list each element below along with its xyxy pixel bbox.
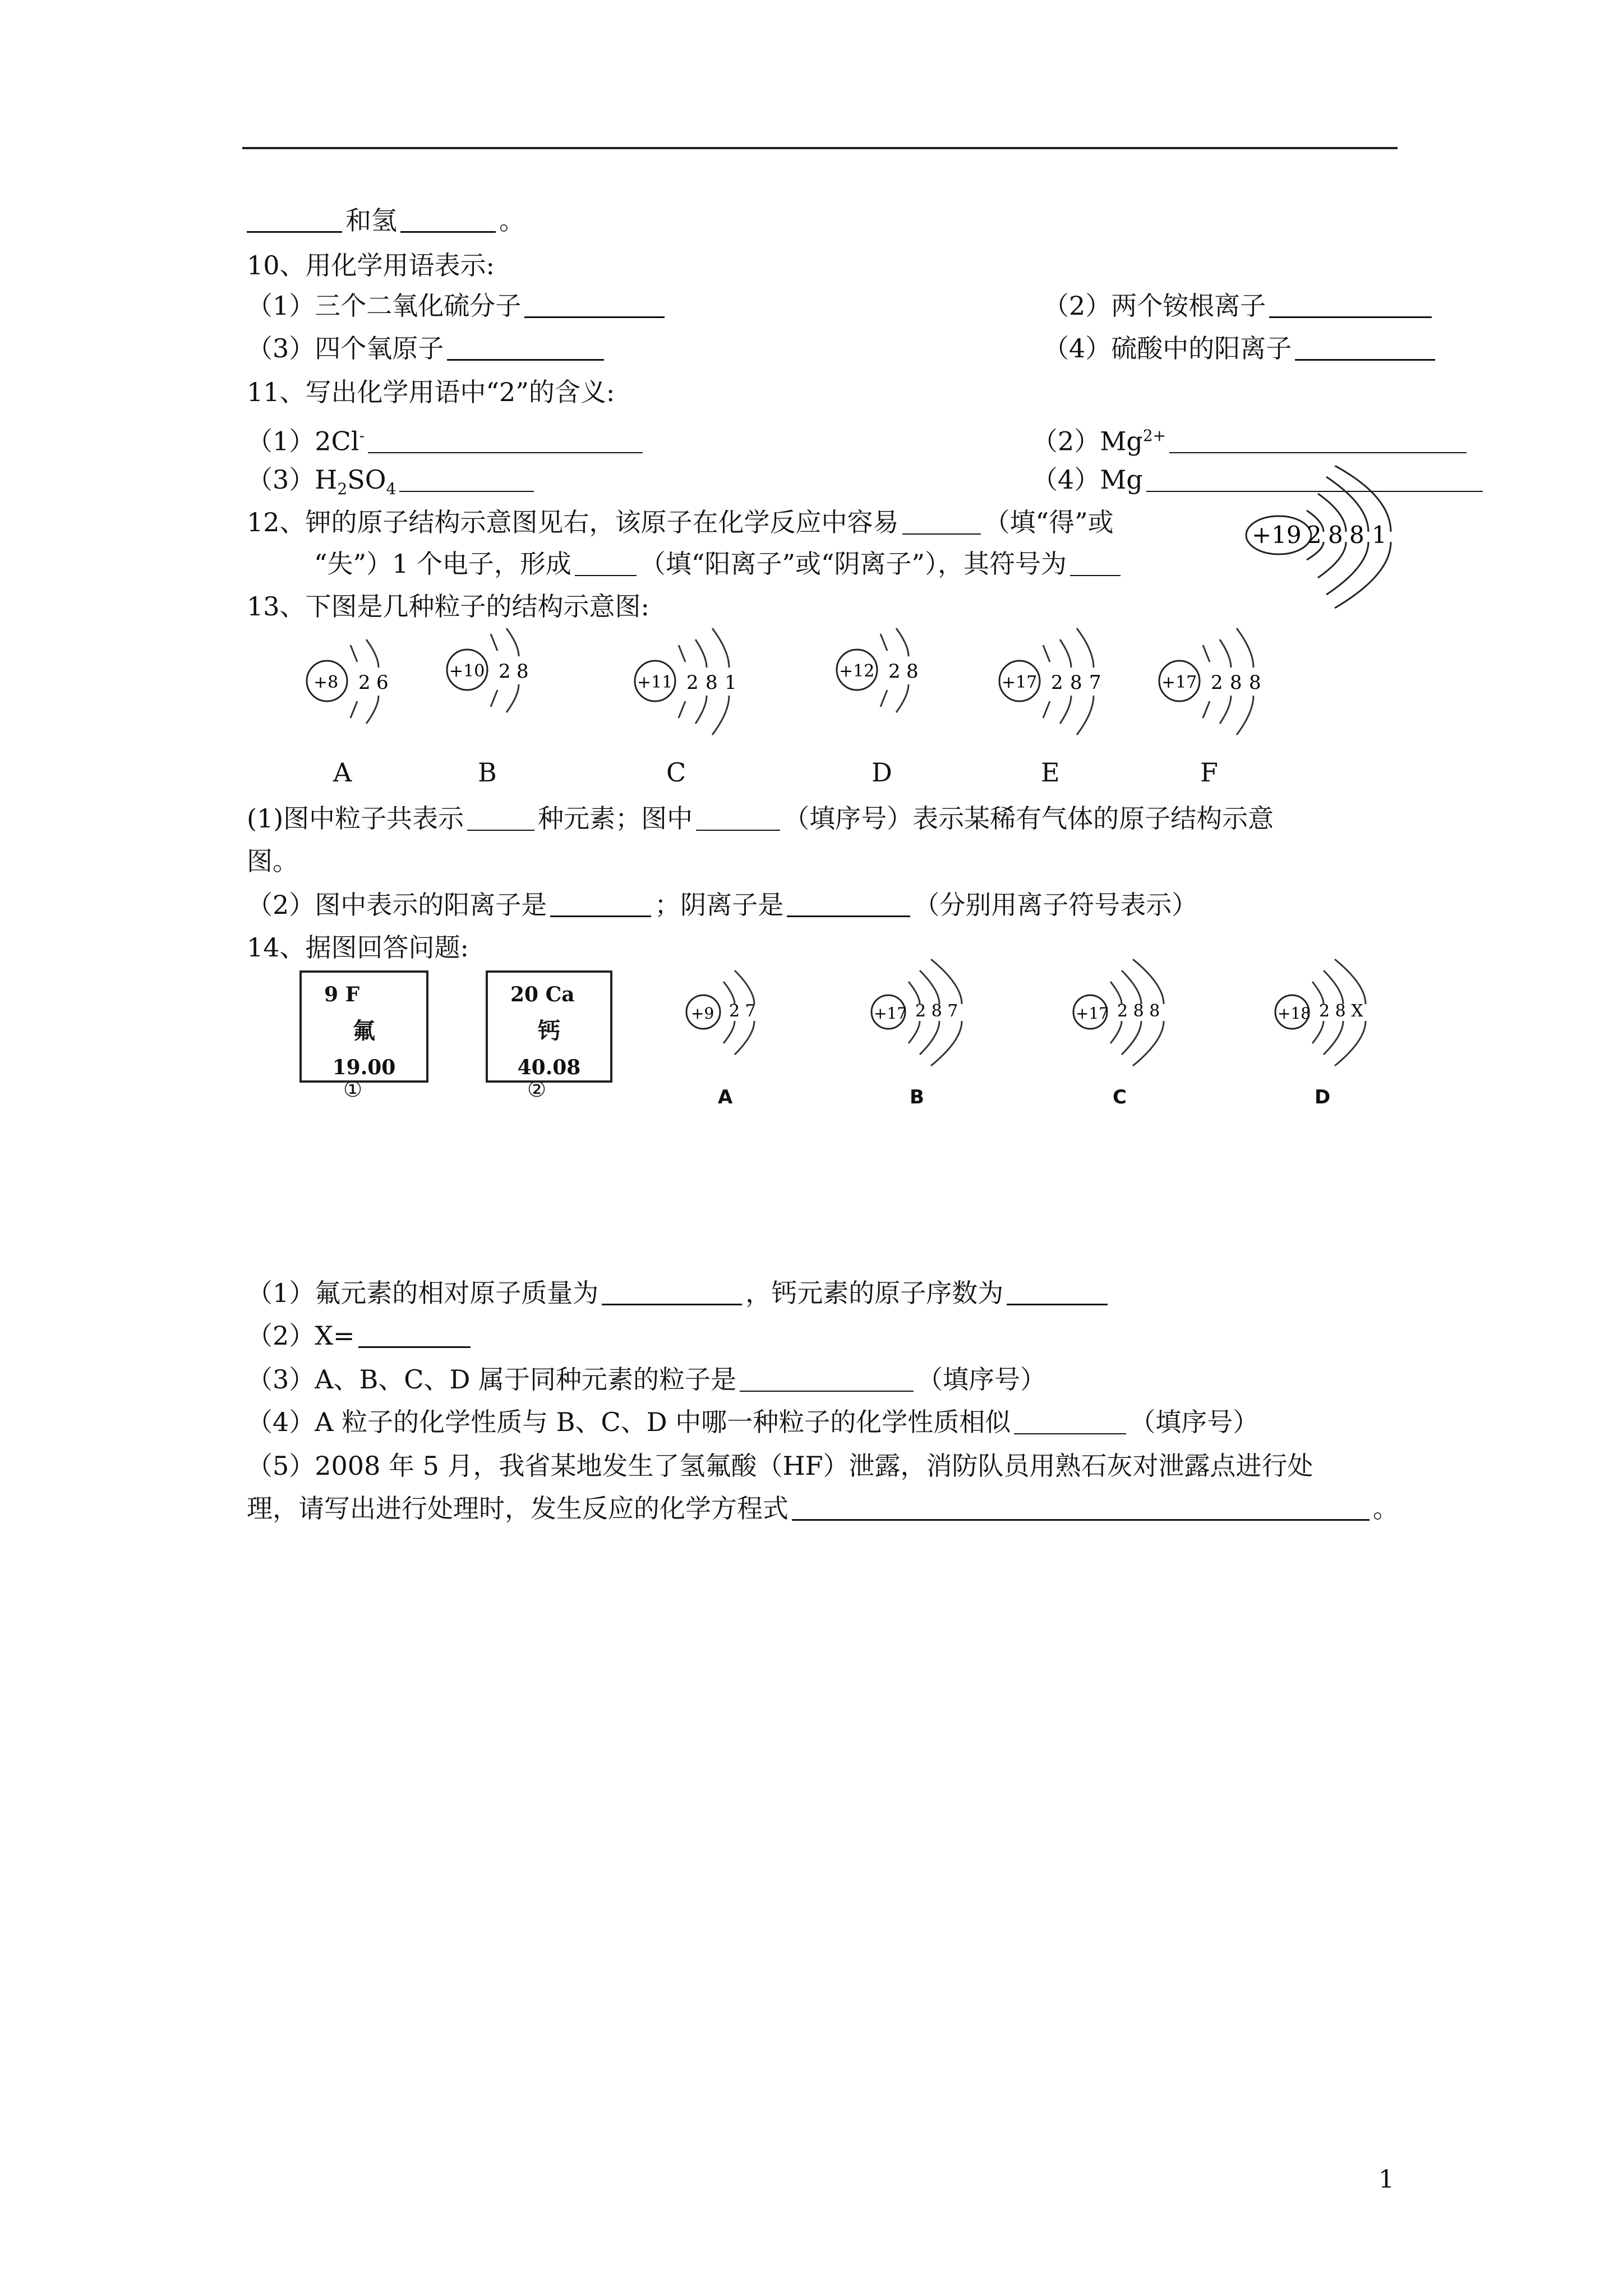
answer-blank[interactable] xyxy=(740,1365,914,1392)
answer-blank[interactable] xyxy=(400,205,496,233)
electron-count: 1 xyxy=(1372,521,1387,549)
svg-text:2: 2 xyxy=(1051,671,1063,694)
q14-s1: （1）氟元素的相对原子质量为 ，钙元素的原子序数为 xyxy=(247,1273,1111,1313)
q13-particle-diagrams xyxy=(0,623,1623,746)
electron-count: 8 xyxy=(1328,521,1343,549)
atom-b xyxy=(872,959,962,1066)
answer-blank[interactable] xyxy=(1014,1407,1126,1434)
answer-blank[interactable] xyxy=(1070,549,1121,576)
q14-s3: （3）A、B、C、D 属于同种元素的粒子是 （填序号） xyxy=(247,1364,1046,1395)
card-tag: ② xyxy=(527,1077,547,1102)
answer-blank[interactable] xyxy=(696,804,780,831)
svg-text:2: 2 xyxy=(499,660,511,683)
svg-text:2 8 8: 2 8 8 xyxy=(1117,1001,1160,1021)
svg-text:+17: +17 xyxy=(1161,673,1197,692)
svg-text:2 7: 2 7 xyxy=(729,1001,756,1021)
svg-text:+17: +17 xyxy=(1076,1004,1109,1023)
answer-blank[interactable] xyxy=(1269,291,1432,318)
answer-blank[interactable] xyxy=(368,426,643,453)
q14-atom-diagrams xyxy=(0,954,1623,1083)
q13-labels xyxy=(0,757,1623,797)
q13-s1: (1)图中粒子共表示 种元素；图中 （填序号）表示某稀有气体的原子结构示意 xyxy=(247,803,1274,834)
q14-s2: （2）X= xyxy=(247,1316,474,1355)
svg-text:+10: +10 xyxy=(449,661,485,681)
particle-d xyxy=(837,628,919,712)
atom-label: B xyxy=(910,1086,924,1108)
q9-tail: 和氢 。 xyxy=(247,201,525,240)
answer-blank[interactable] xyxy=(1169,426,1467,453)
atom-c xyxy=(1073,959,1164,1066)
element-card-fluorine: 9 F 氟 19.00 xyxy=(299,970,428,1083)
svg-text:1: 1 xyxy=(725,671,737,694)
answer-blank[interactable] xyxy=(787,890,910,917)
particle-label: D xyxy=(872,757,892,788)
answer-blank[interactable] xyxy=(467,804,534,831)
potassium-structure-diagram xyxy=(1239,466,1402,611)
atom-a xyxy=(686,970,756,1055)
answer-blank[interactable] xyxy=(550,890,651,917)
svg-text:+17: +17 xyxy=(1002,673,1038,692)
particle-f xyxy=(1159,628,1261,735)
atom-label: A xyxy=(718,1086,733,1108)
answer-blank[interactable] xyxy=(358,1320,471,1348)
header-rule xyxy=(242,147,1398,149)
q14-s5: （5）2008 年 5 月，我省某地发生了氢氟酸（HF）泄露，消防队员用熟石灰对泄露点进行处 xyxy=(247,1451,1313,1481)
svg-text:+8: +8 xyxy=(313,673,339,692)
svg-text:8: 8 xyxy=(1249,671,1261,694)
answer-blank[interactable] xyxy=(575,549,637,576)
svg-text:8: 8 xyxy=(906,660,919,683)
svg-text:+12: +12 xyxy=(839,661,875,681)
answer-blank[interactable] xyxy=(1295,333,1435,361)
particle-label: B xyxy=(478,757,497,788)
particle-b xyxy=(447,628,529,712)
particle-c xyxy=(635,628,737,735)
svg-text:2: 2 xyxy=(1211,671,1223,694)
answer-blank[interactable] xyxy=(602,1278,742,1305)
svg-text:+17: +17 xyxy=(874,1004,907,1023)
answer-blank[interactable] xyxy=(524,291,665,318)
atom-label: C xyxy=(1113,1086,1127,1108)
q13-s1-cont: 图。 xyxy=(247,846,298,876)
svg-text:8: 8 xyxy=(1070,671,1082,694)
q14-s4: （4）A 粒子的化学性质与 B、C、D 中哪一种粒子的化学性质相似 （填序号） xyxy=(247,1407,1259,1437)
answer-blank[interactable] xyxy=(247,205,342,233)
answer-blank[interactable] xyxy=(1007,1278,1108,1305)
particle-label: F xyxy=(1200,757,1218,788)
atom-d xyxy=(1275,959,1366,1066)
svg-text:+9: +9 xyxy=(691,1004,714,1023)
particle-label: A xyxy=(333,757,352,788)
electron-count: 2 xyxy=(1307,521,1322,549)
svg-text:2: 2 xyxy=(888,660,901,683)
answer-blank[interactable] xyxy=(447,333,604,361)
q10-title: 10、用化学用语表示: xyxy=(247,250,495,280)
q10-row2: （3）四个氧原子 （4）硫酸中的阳离子 xyxy=(247,329,607,368)
q12-line2: “失”）1 个电子，形成 （填“阳离子”或“阴离子”），其符号为 xyxy=(314,544,1124,583)
particle-e xyxy=(999,628,1101,735)
svg-text:+18: +18 xyxy=(1278,1004,1311,1023)
q11-row2: $(3)H_2SO_4$ （4）Mg xyxy=(247,460,537,509)
svg-text:6: 6 xyxy=(376,671,389,694)
card-tag: ① xyxy=(343,1077,363,1102)
atom-label: D xyxy=(1315,1086,1331,1108)
answer-blank[interactable] xyxy=(902,508,981,535)
answer-blank[interactable] xyxy=(399,465,534,492)
svg-text:8: 8 xyxy=(706,671,718,694)
svg-text:+11: +11 xyxy=(637,673,673,692)
q14-s5-cont: 理，请写出进行处理时，发生反应的化学方程式 。 xyxy=(247,1493,1399,1524)
svg-text:8: 8 xyxy=(1230,671,1242,694)
answer-blank[interactable] xyxy=(792,1493,1370,1521)
svg-text:2: 2 xyxy=(358,671,371,694)
q10-row1: （1）三个二氧化硫分子 （2）两个铵根离子 xyxy=(247,286,668,325)
q11-title: 11、写出化学用语中“2”的含义: xyxy=(247,377,615,407)
svg-text:8: 8 xyxy=(517,660,529,683)
q14-title: 14、据图回答问题: xyxy=(247,932,469,963)
q13-title: 13、下图是几种粒子的结构示意图: xyxy=(247,591,650,622)
svg-text:2 8 X: 2 8 X xyxy=(1319,1001,1363,1021)
nucleus-label: +19 xyxy=(1252,521,1302,549)
svg-text:7: 7 xyxy=(1089,671,1101,694)
particle-a xyxy=(307,639,389,724)
element-card-calcium: 20 Ca 钙 40.08 xyxy=(486,970,612,1083)
particle-label: E xyxy=(1041,757,1060,788)
svg-text:2 8 7: 2 8 7 xyxy=(915,1001,958,1021)
q12-line1: 12、钾的原子结构示意图见右，该原子在化学反应中容易 （填“得”或 xyxy=(247,507,1114,537)
particle-label: C xyxy=(666,757,686,788)
page-number: 1 xyxy=(1378,2165,1394,2194)
q11-row1: （1）2Cl- $(2)Mg^{2+}$ xyxy=(247,416,646,461)
q13-s2: （2）图中表示的阳离子是 ；阴离子是 （分别用离子符号表示） xyxy=(247,890,1198,920)
electron-count: 8 xyxy=(1349,521,1364,549)
svg-text:2: 2 xyxy=(686,671,699,694)
